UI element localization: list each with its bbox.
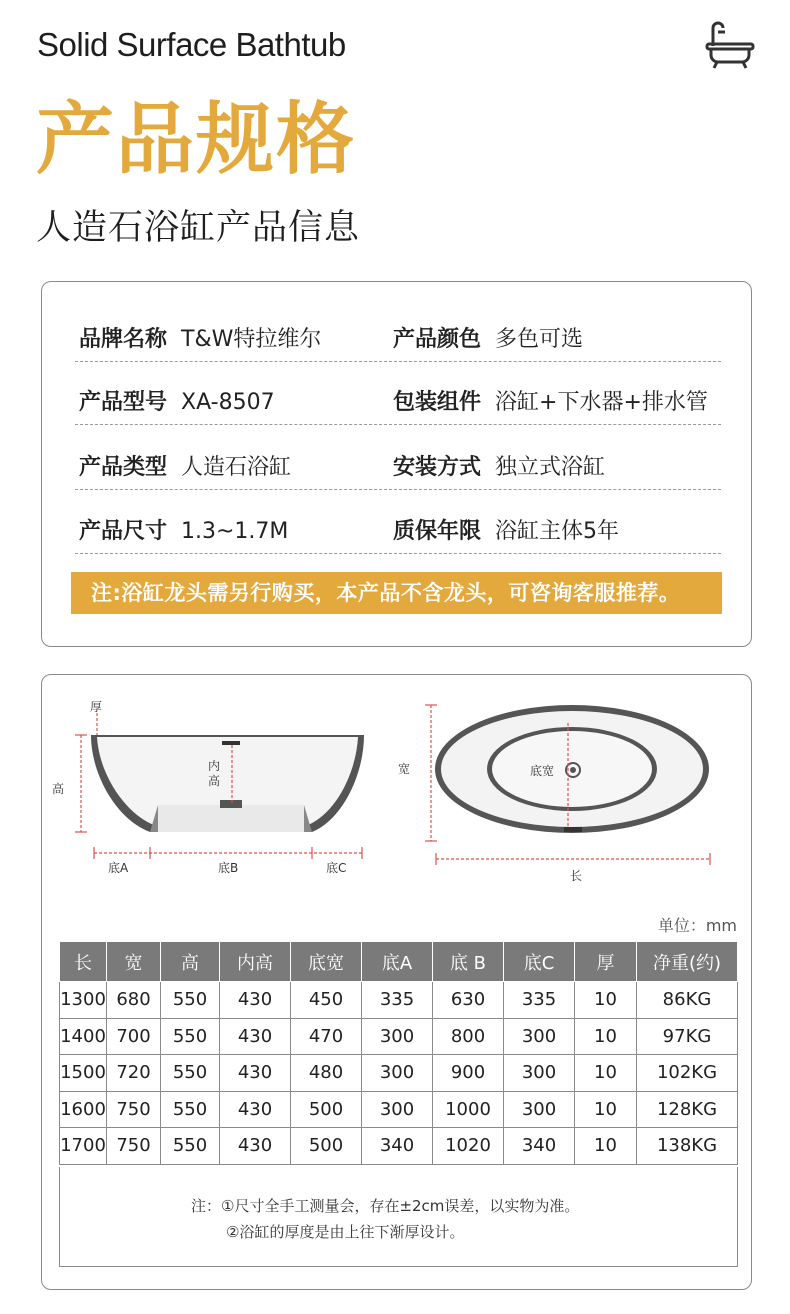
table-cell: 138KG (637, 1128, 738, 1165)
base-a-label: 底A (108, 861, 129, 875)
length-label: 长 (570, 869, 583, 883)
spec-value: 1.3~1.7M (181, 519, 289, 544)
table-cell: 1020 (433, 1128, 504, 1165)
base-c-label: 底C (326, 861, 347, 875)
spec-card (41, 281, 752, 647)
dimension-table (59, 941, 738, 1165)
table-cell: 500 (291, 1128, 362, 1165)
table-cell: 550 (161, 982, 220, 1019)
page-title: 产品规格 (36, 95, 357, 185)
table-cell: 340 (504, 1128, 575, 1165)
column-header: 底C (504, 942, 575, 982)
spec-label: 产品类型 (79, 455, 168, 480)
side-view (52, 700, 364, 875)
table-cell: 550 (161, 1091, 220, 1128)
table-cell: 630 (433, 982, 504, 1019)
table-cell: 97KG (637, 1018, 738, 1055)
table-cell: 102KG (637, 1055, 738, 1092)
spec-label: 产品尺寸 (79, 519, 168, 544)
table-cell: 10 (575, 1091, 637, 1128)
column-header: 高 (161, 942, 220, 982)
faucet-notice: 注:浴缸龙头需另行购买，本产品不含龙头，可咨询客服推荐。 (71, 572, 722, 614)
height-label: 高 (52, 782, 65, 796)
english-title: Solid Surface Bathtub (37, 26, 346, 63)
note-line: ②浴缸的厚度是由上往下渐厚设计。 (226, 1223, 465, 1241)
dimension-card (41, 674, 752, 1290)
thickness-label: 厚 (90, 700, 103, 714)
table-cell: 335 (362, 982, 433, 1019)
column-header: 厚 (575, 942, 637, 982)
spec-value: 浴缸主体5年 (495, 519, 620, 544)
column-header: 底宽 (291, 942, 362, 982)
table-cell: 800 (433, 1018, 504, 1055)
table-cell: 680 (107, 982, 161, 1019)
spec-row (75, 365, 721, 425)
measurement-notes (59, 1167, 738, 1267)
base-b-label: 底B (218, 861, 239, 875)
spec-value: T&W特拉维尔 (181, 327, 322, 352)
spec-label: 产品型号 (79, 390, 168, 415)
table-row (60, 1128, 738, 1165)
table-cell: 340 (362, 1128, 433, 1165)
column-header: 底A (362, 942, 433, 982)
table-cell: 1600 (60, 1091, 107, 1128)
spec-value: 浴缸+下水器+排水管 (495, 390, 708, 415)
column-header: 长 (60, 942, 107, 982)
table-cell: 750 (107, 1128, 161, 1165)
table-cell: 300 (362, 1091, 433, 1128)
table-cell: 720 (107, 1055, 161, 1092)
table-header-row (60, 942, 738, 982)
inner-height-label-1: 内 (208, 759, 221, 773)
base-width-label: 底宽 (530, 764, 555, 778)
table-cell: 300 (504, 1091, 575, 1128)
table-cell: 1000 (433, 1091, 504, 1128)
table-cell: 450 (291, 982, 362, 1019)
spec-value: XA-8507 (181, 390, 275, 415)
top-view (398, 705, 710, 883)
spec-row (75, 302, 721, 362)
table-cell: 1400 (60, 1018, 107, 1055)
width-label: 宽 (398, 762, 411, 776)
table-cell: 430 (220, 982, 291, 1019)
table-cell: 1500 (60, 1055, 107, 1092)
table-cell: 500 (291, 1091, 362, 1128)
table-cell: 300 (504, 1018, 575, 1055)
spec-row (75, 430, 721, 490)
table-cell: 900 (433, 1055, 504, 1092)
spec-label: 品牌名称 (79, 327, 168, 352)
column-header: 内高 (220, 942, 291, 982)
table-cell: 430 (220, 1018, 291, 1055)
table-cell: 300 (362, 1018, 433, 1055)
spec-value: 多色可选 (495, 327, 584, 352)
spec-value: 人造石浴缸 (181, 455, 292, 480)
spec-row (75, 494, 721, 554)
table-cell: 430 (220, 1128, 291, 1165)
table-cell: 700 (107, 1018, 161, 1055)
table-row (60, 1018, 738, 1055)
column-header: 底 B (433, 942, 504, 982)
spec-label: 产品颜色 (393, 327, 482, 352)
page-subtitle: 人造石浴缸产品信息 (36, 208, 361, 248)
table-cell: 550 (161, 1055, 220, 1092)
table-row (60, 1091, 738, 1128)
table-cell: 430 (220, 1055, 291, 1092)
spec-label: 安装方式 (393, 455, 482, 480)
table-row (60, 1055, 738, 1092)
table-cell: 1700 (60, 1128, 107, 1165)
table-row (60, 982, 738, 1019)
spec-label: 包装组件 (393, 390, 482, 415)
spec-value: 独立式浴缸 (495, 455, 606, 480)
table-cell: 430 (220, 1091, 291, 1128)
dimension-diagram (42, 675, 753, 905)
spec-label: 质保年限 (393, 519, 482, 544)
table-cell: 550 (161, 1128, 220, 1165)
bathtub-icon (703, 20, 757, 70)
table-cell: 300 (362, 1055, 433, 1092)
table-cell: 335 (504, 982, 575, 1019)
note-line: 注：①尺寸全手工测量会，存在±2cm误差，以实物为准。 (191, 1197, 580, 1215)
inner-height-label-2: 高 (208, 774, 221, 788)
table-cell: 1300 (60, 982, 107, 1019)
table-cell: 550 (161, 1018, 220, 1055)
table-cell: 10 (575, 1055, 637, 1092)
table-cell: 128KG (637, 1091, 738, 1128)
column-header: 净重(约) (637, 942, 738, 982)
table-cell: 750 (107, 1091, 161, 1128)
table-cell: 10 (575, 1018, 637, 1055)
table-cell: 480 (291, 1055, 362, 1092)
unit-label: 单位：mm (657, 916, 737, 935)
table-cell: 10 (575, 982, 637, 1019)
table-cell: 10 (575, 1128, 637, 1165)
table-cell: 470 (291, 1018, 362, 1055)
table-cell: 300 (504, 1055, 575, 1092)
table-cell: 86KG (637, 982, 738, 1019)
column-header: 宽 (107, 942, 161, 982)
